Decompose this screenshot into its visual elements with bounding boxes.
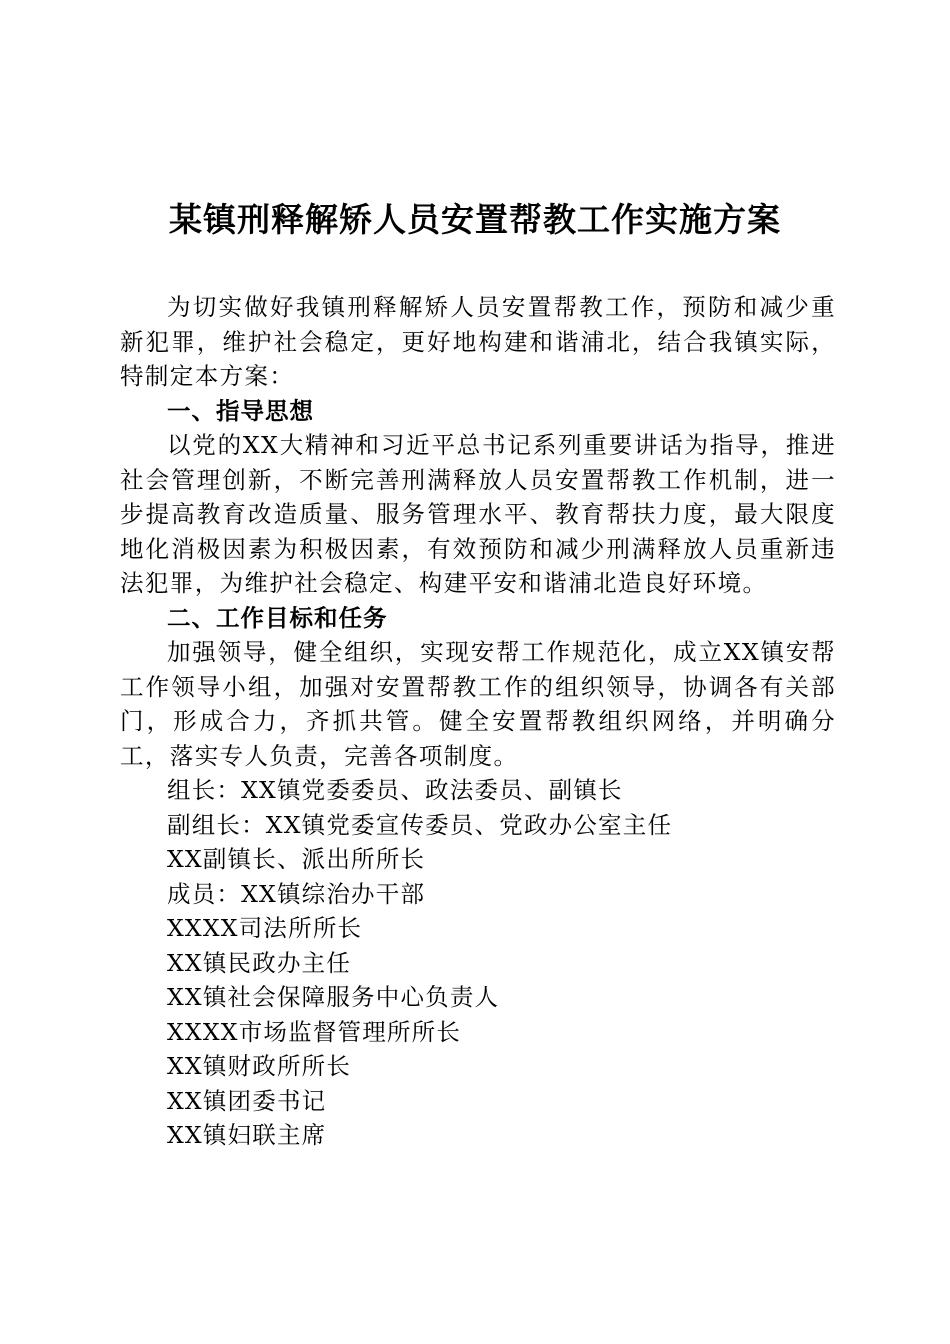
section-paragraph-guiding-ideology: 以党的XX大精神和习近平总书记系列重要讲话为指导，推进社会管理创新，不断完善刑满释放人员安置帮教工作机制，进一步提高教育改造质量、服务管理水平、教育帮扶力度，最大限度地化消极因素为积极因素，有效预防和减少刑满释放人员重新违法犯罪，为维护社会稳定、构建平安和谐浦北造良好环境。 bbox=[120, 431, 836, 597]
member-line: XX镇社会保障服务中心负责人 bbox=[167, 983, 500, 1011]
document-title: 某镇刑释解矫人员安置帮教工作实施方案 bbox=[169, 200, 781, 239]
member-line: XX镇妇联主席 bbox=[167, 1121, 327, 1149]
section-paragraph-goals-tasks: 加强领导，健全组织，实现安帮工作规范化，成立XX镇安帮工作领导小组，加强对安置帮教工作的组织领导，协调各有关部门，形成合力，齐抓共管。健全安置帮教组织网络，并明确分工，落实专人负责，完善各项制度。 bbox=[120, 638, 836, 770]
member-line: 副组长：XX镇党委宣传委员、党政办公室主任 bbox=[167, 810, 673, 839]
member-line: 组长：XX镇党委委员、政法委员、副镇长 bbox=[167, 776, 623, 804]
member-line: 成员：XX镇综治办干部 bbox=[167, 879, 426, 908]
member-line: XXXX司法所所长 bbox=[167, 914, 363, 942]
section-heading-goals-tasks: 二、工作目标和任务 bbox=[167, 603, 388, 632]
member-line: XX镇团委书记 bbox=[167, 1086, 327, 1115]
section-heading-guiding-ideology: 一、指导思想 bbox=[167, 396, 314, 425]
member-line: XXXX市场监督管理所所长 bbox=[167, 1017, 462, 1046]
member-line: XX镇民政办主任 bbox=[167, 948, 352, 977]
intro-paragraph: 为切实做好我镇刑释解矫人员安置帮教工作，预防和减少重新犯罪，维护社会稳定，更好地构建和谐浦北，结合我镇实际，特制定本方案： bbox=[120, 293, 836, 390]
member-line: XX镇财政所所长 bbox=[167, 1052, 352, 1080]
member-line: XX副镇长、派出所所长 bbox=[167, 845, 426, 873]
document-body bbox=[120, 290, 836, 1153]
